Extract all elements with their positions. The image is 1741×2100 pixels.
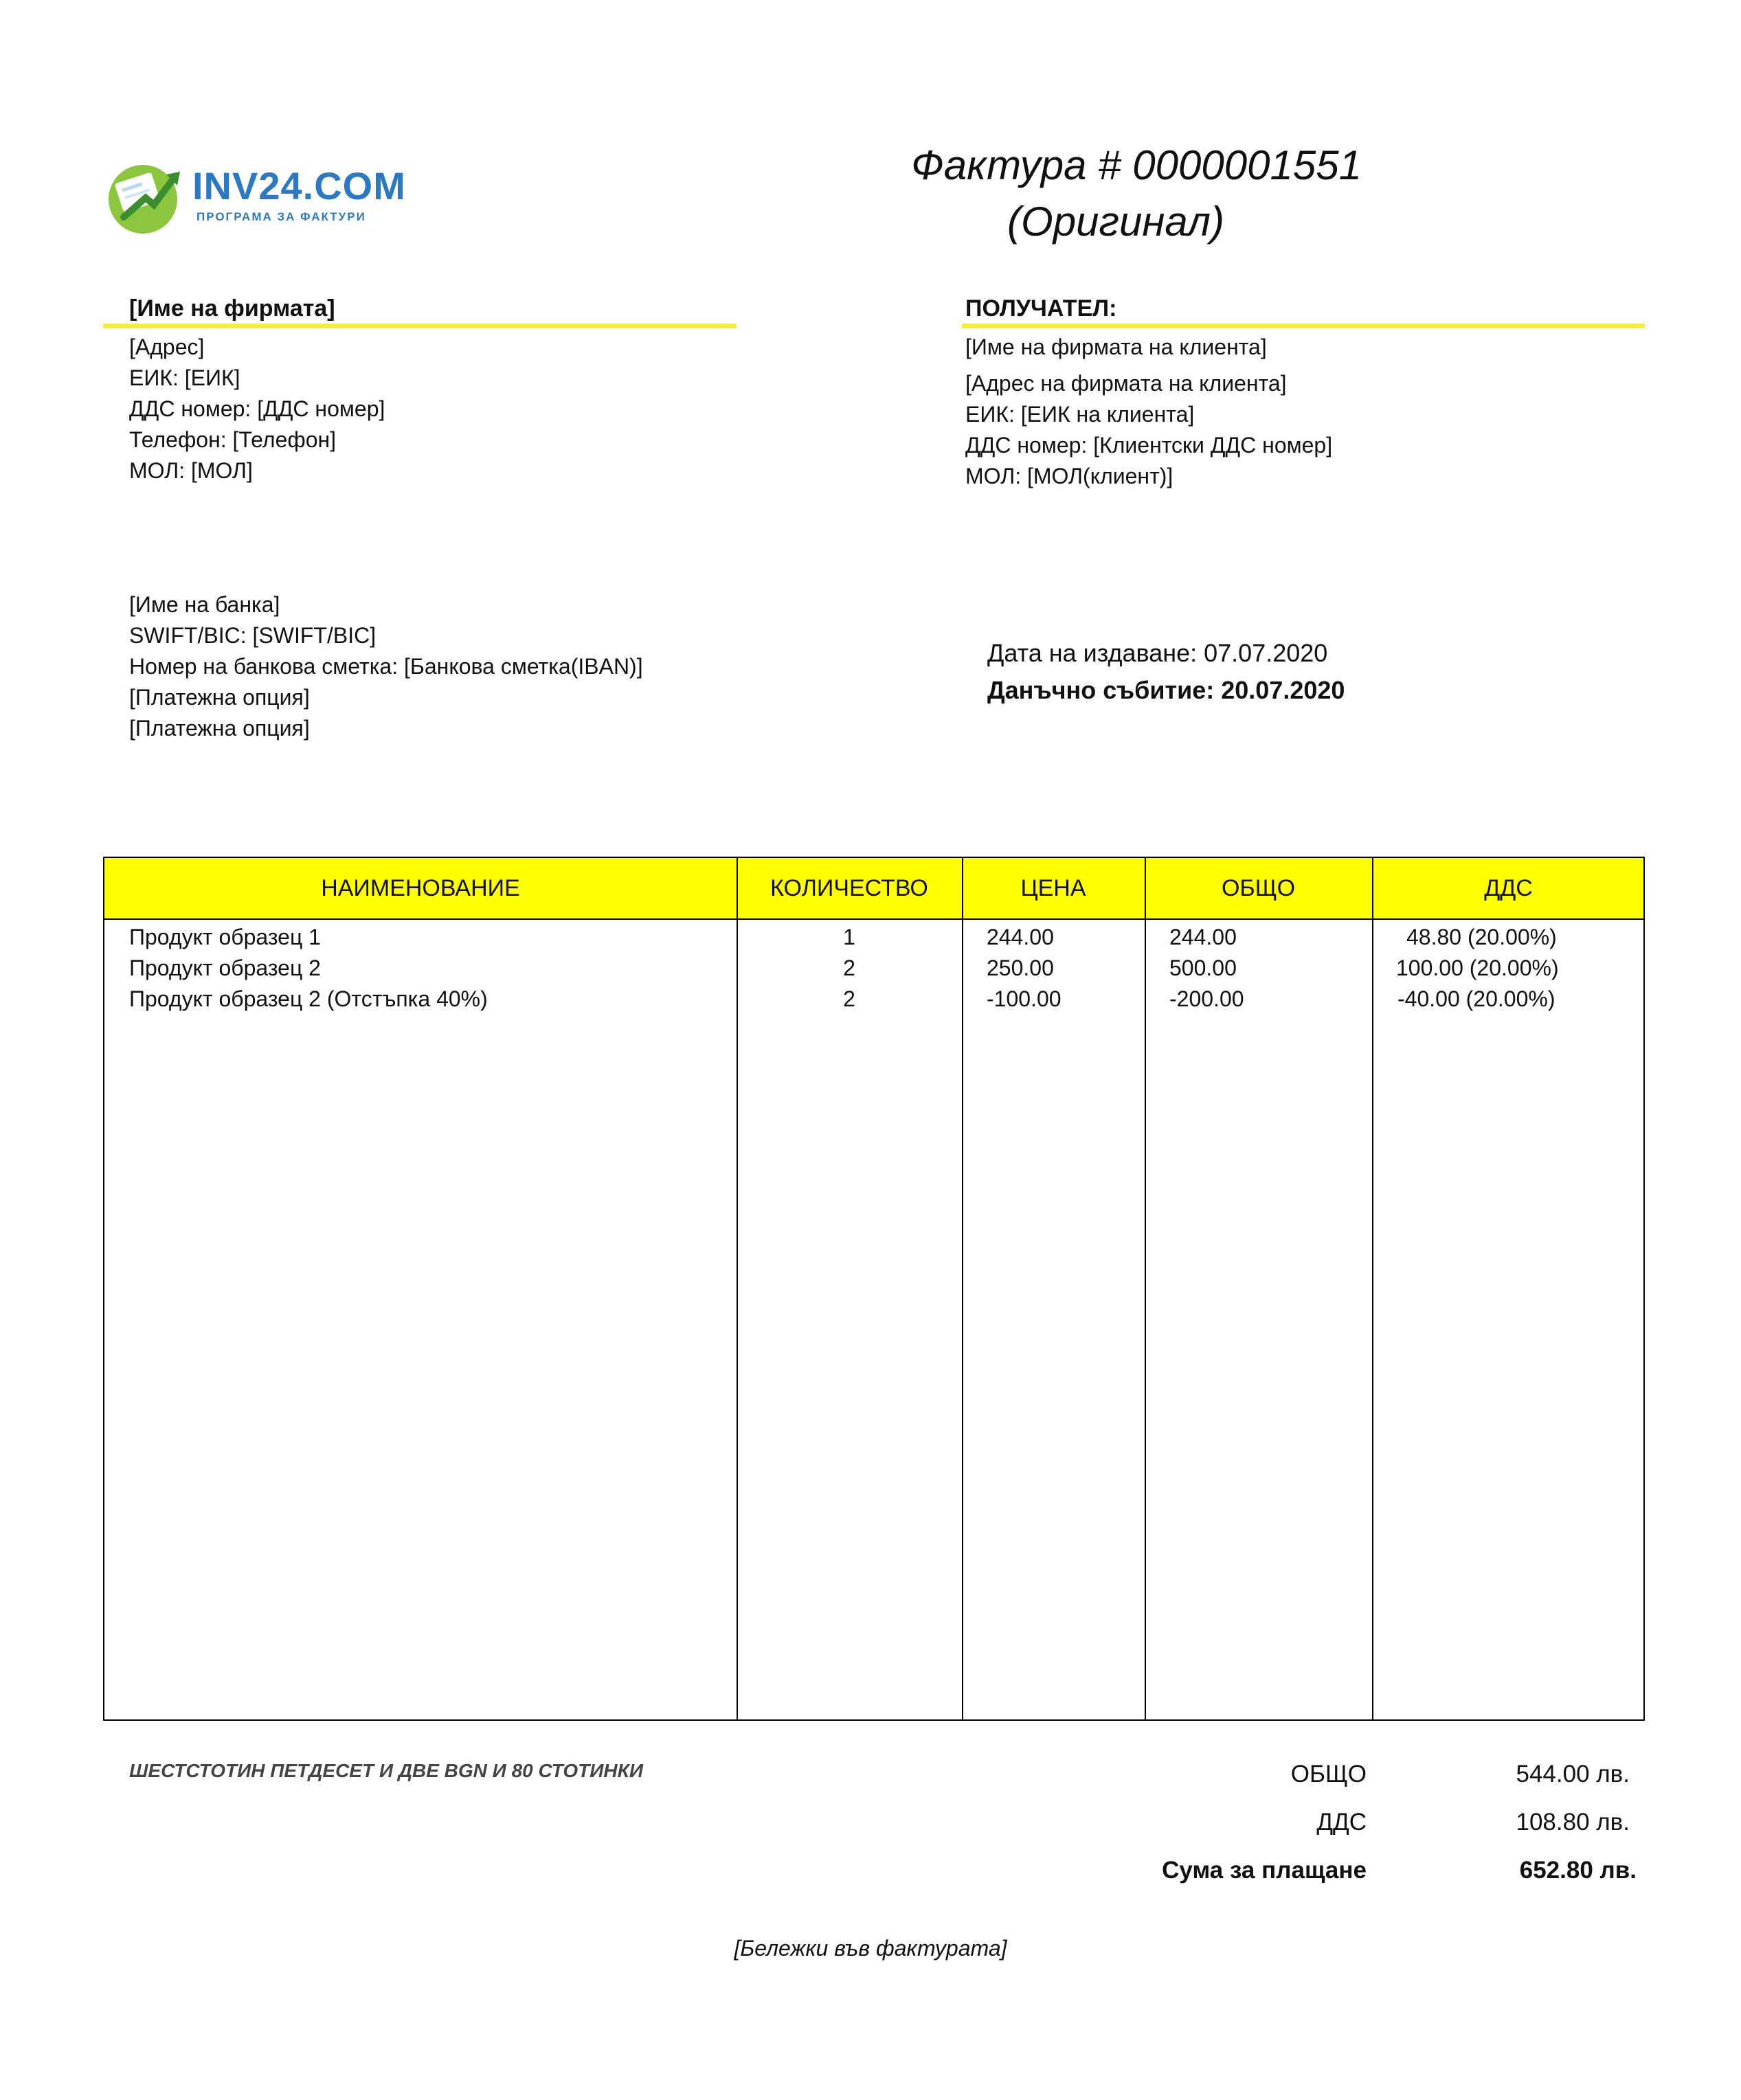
supplier-name: [Име на фирмата]	[129, 295, 335, 321]
row-1-price: 244.00	[987, 925, 1054, 949]
supplier-phone: Телефон: [Телефон]	[129, 427, 337, 452]
supplier-address: [Адрес]	[129, 335, 205, 359]
row-2-quantity: 2	[843, 956, 855, 980]
header-price: ЦЕНА	[1020, 875, 1086, 901]
table-header	[104, 858, 1643, 920]
supplier-underline	[103, 324, 737, 328]
row-3-total: -200.00	[1169, 986, 1244, 1011]
invoice-copy-type: (Оригинал)	[1007, 199, 1224, 245]
recipient-mol: МОЛ: [МОЛ(клиент)]	[965, 464, 1173, 488]
row-3-vat: -40.00 (20.00%)	[1397, 986, 1555, 1011]
row-1-quantity: 1	[843, 925, 855, 949]
column-divider	[962, 858, 963, 1719]
header-total: ОБЩО	[1221, 875, 1296, 901]
row-1-vat: 48.80 (20.00%)	[1406, 925, 1557, 949]
header-vat: ДДС	[1484, 875, 1533, 901]
row-1-total: 244.00	[1169, 925, 1237, 949]
logo-tagline: ПРОГРАМА ЗА ФАКТУРИ	[196, 210, 366, 223]
bank-swift: SWIFT/BIC: [SWIFT/BIC]	[129, 623, 377, 648]
vat-label: ДДС	[1316, 1809, 1367, 1836]
vat-value: 108.80 лв.	[1516, 1809, 1630, 1836]
recipient-company: [Име на фирмата на клиента]	[965, 335, 1267, 359]
recipient-eik: ЕИК: [ЕИК на клиента]	[965, 402, 1195, 427]
row-3-quantity: 2	[843, 986, 855, 1011]
column-divider	[1145, 858, 1146, 1719]
supplier-vat: ДДС номер: [ДДС номер]	[129, 396, 385, 421]
recipient-heading: ПОЛУЧАТЕЛ:	[965, 295, 1117, 321]
bank-name: [Име на банка]	[129, 592, 280, 617]
items-table	[103, 857, 1645, 1721]
invoice-title	[807, 137, 1425, 250]
row-1-name: Продукт образец 1	[129, 925, 321, 949]
row-3-price: -100.00	[987, 986, 1062, 1011]
subtotal-label: ОБЩО	[1290, 1761, 1367, 1787]
row-2-total: 500.00	[1169, 956, 1237, 980]
invoice-notes: [Бележки във фактурата]	[734, 1936, 1007, 1961]
header-quantity: КОЛИЧЕСТВО	[770, 875, 928, 901]
row-2-vat: 100.00 (20.00%)	[1396, 956, 1559, 980]
column-divider	[1372, 858, 1373, 1719]
invoice-dates	[987, 635, 1345, 709]
header-name: НАИМЕНОВАНИЕ	[321, 875, 520, 901]
row-3-name: Продукт образец 2 (Отстъпка 40%)	[129, 986, 488, 1011]
supplier-details	[129, 332, 385, 486]
payment-option: [Платежна опция]	[129, 716, 310, 741]
recipient-vat: ДДС номер: [Клиентски ДДС номер]	[965, 433, 1333, 458]
logo-brand: INV24.COM	[192, 164, 406, 207]
amount-in-words: ШЕСТСТОТИН ПЕТДЕСЕТ И ДВЕ BGN И 80 СТОТИНКИ	[129, 1760, 643, 1781]
recipient-underline	[962, 324, 1645, 328]
recipient-details	[965, 332, 1332, 492]
row-2-name: Продукт образец 2	[129, 956, 321, 980]
tax-event-date: Данъчно събитие: 20.07.2020	[987, 676, 1345, 704]
row-2-price: 250.00	[987, 956, 1054, 980]
invoice-number: Фактура # 0000001551	[911, 142, 1362, 188]
recipient-address: [Адрес на фирмата на клиента]	[965, 371, 1287, 396]
issue-date: Дата на издаване: 07.07.2020	[987, 639, 1328, 667]
logo-icon	[103, 157, 192, 239]
supplier-eik: ЕИК: [ЕИК]	[129, 365, 240, 390]
supplier-mol: МОЛ: [МОЛ]	[129, 458, 253, 483]
bank-details	[129, 589, 643, 744]
amount-due-label: Сума за плащане	[1162, 1857, 1367, 1884]
bank-iban: Номер на банкова сметка: [Банкова сметка(IBAN)]	[129, 654, 643, 679]
payment-option: [Платежна опция]	[129, 685, 310, 710]
subtotal-value: 544.00 лв.	[1516, 1761, 1630, 1787]
amount-due-value: 652.80 лв.	[1519, 1857, 1637, 1884]
